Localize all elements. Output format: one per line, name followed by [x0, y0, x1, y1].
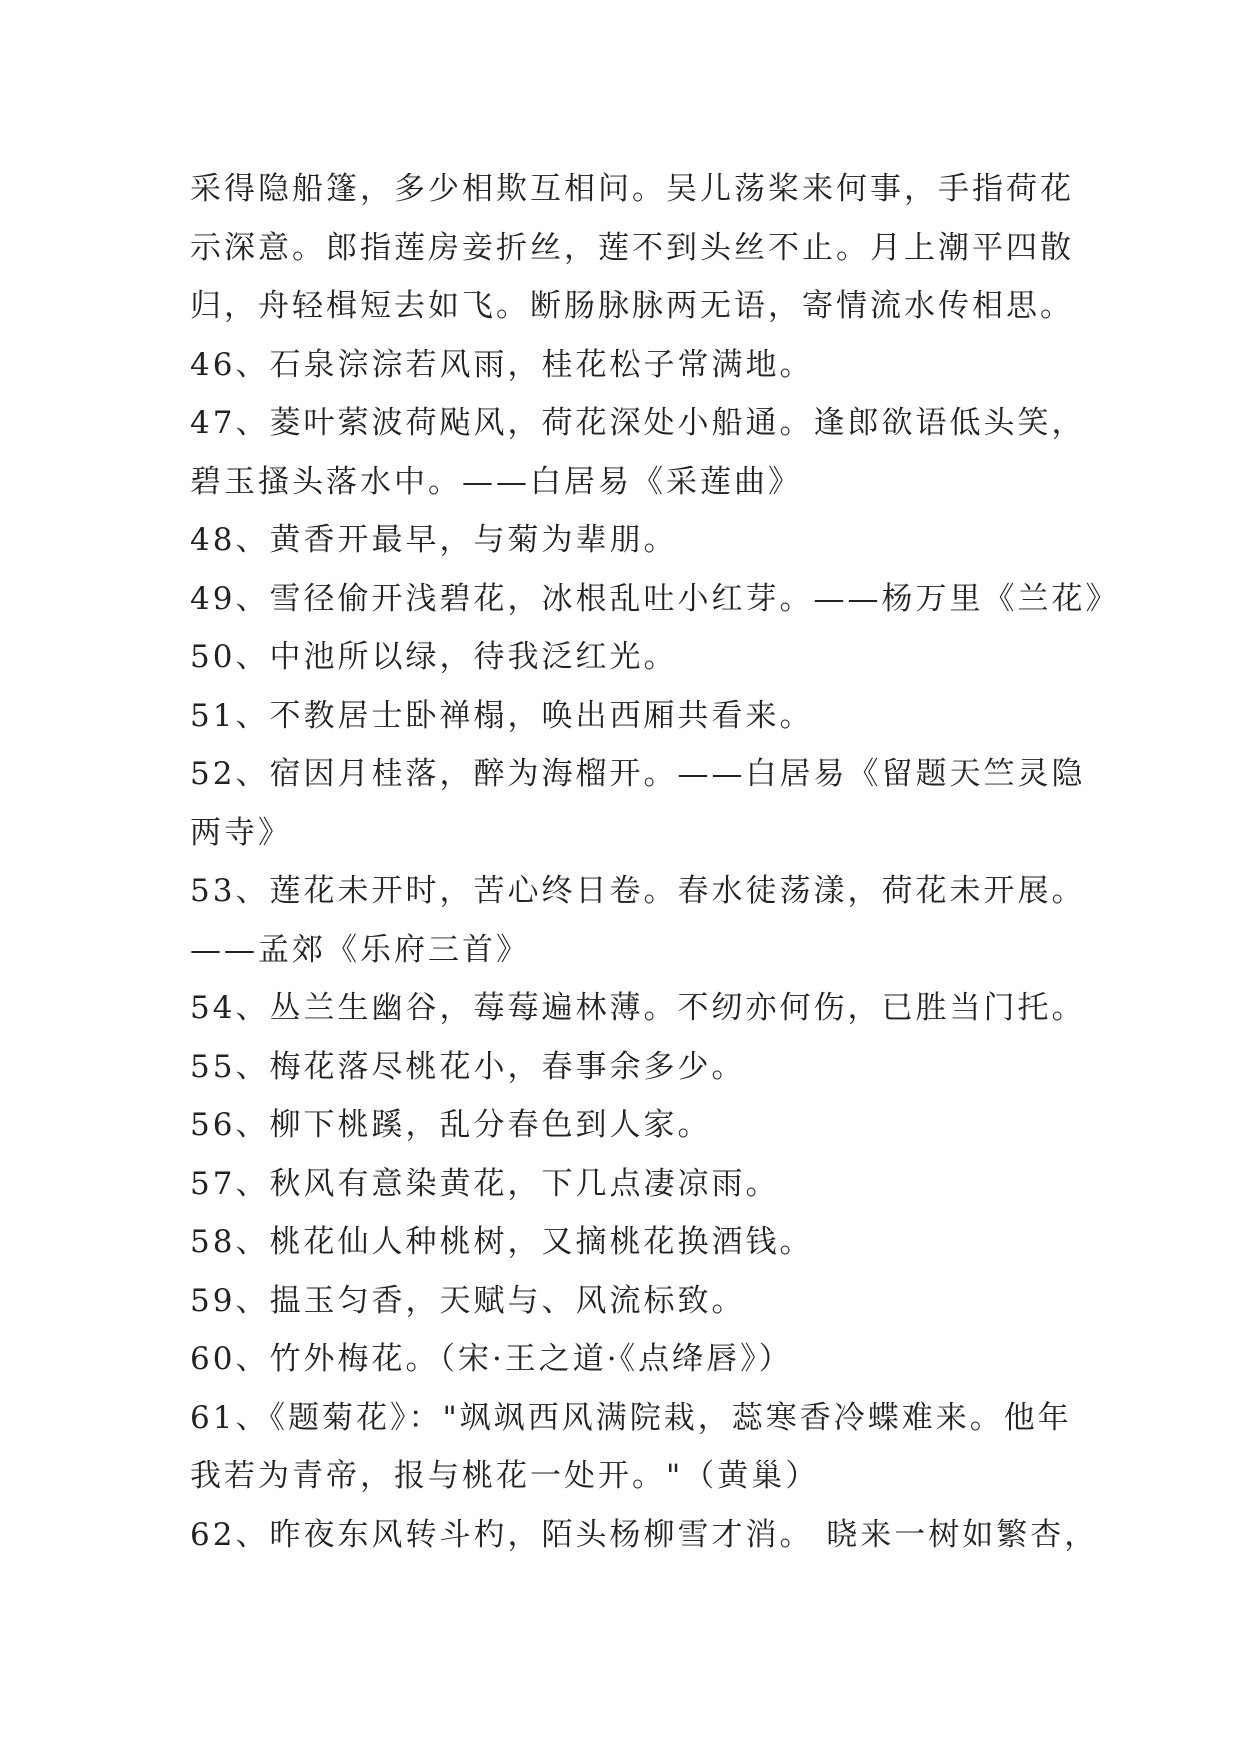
text-line: 46、石泉淙淙若风雨，桂花松子常满地。	[190, 346, 814, 383]
text-line: 56、柳下桃蹊，乱分春色到人家。	[190, 1107, 712, 1143]
text-line: 我若为青帝，报与桃花一处开。"（黄巢）	[190, 1458, 820, 1494]
text-line: 53、莲花未开时，苦心终日卷。春水徒荡漾，荷花未开展。	[190, 873, 1086, 909]
text-line: ——孟郊《乐府三首》	[190, 931, 530, 968]
text-line: 57、秋风有意染黄花，下几点凄凉雨。	[190, 1165, 780, 1202]
text-line: 采得隐船篷，多少相欺互相问。吴儿荡桨来何事，手指荷花	[190, 171, 1074, 207]
text-line: 50、中池所以绿，待我泛红光。	[190, 639, 678, 675]
text-line: 62、昨夜东风转斗杓，陌头杨柳雪才消。 晓来一树如繁杏，	[190, 1516, 1099, 1553]
text-line: 48、黄香开最早，与菊为辈朋。	[190, 522, 678, 558]
text-line: 49、雪径偷开浅碧花，冰根乱吐小红芽。——杨万里《兰花》	[190, 580, 1120, 617]
text-line: 60、竹外梅花。（宋·王之道·《点绛唇》）	[190, 1341, 793, 1377]
text-line: 55、梅花落尽桃花小，春事余多少。	[190, 1048, 746, 1085]
text-line: 47、菱叶萦波荷飐风，荷花深处小船通。逢郎欲语低头笑，	[190, 405, 1086, 441]
text-line: 归，舟轻楫短去如飞。断肠脉脉两无语，寄情流水传相思。	[190, 288, 1074, 324]
text-line: 51、不教居士卧禅榻，唤出西厢共看来。	[190, 697, 814, 734]
text-line: 54、丛兰生幽谷，莓莓遍林薄。不纫亦何伤，已胜当门托。	[190, 990, 1086, 1026]
text-line: 52、宿因月桂落，醉为海榴开。——白居易《留题天竺灵隐	[190, 756, 1086, 792]
text-line: 碧玉搔头落水中。——白居易《采莲曲》	[190, 463, 802, 500]
document-body	[190, 160, 1120, 1564]
text-line: 61、《题菊花》："飒飒西风满院栽，蕊寒香冷蝶难来。他年	[190, 1399, 1072, 1436]
text-line: 58、桃花仙人种桃树，又摘桃花换酒钱。	[190, 1224, 814, 1260]
text-line: 示深意。郎指莲房妾折丝，莲不到头丝不止。月上潮平四散	[190, 229, 1074, 266]
text-line: 59、揾玉匀香，天赋与、风流标致。	[190, 1282, 746, 1319]
text-line: 两寺》	[190, 814, 292, 851]
